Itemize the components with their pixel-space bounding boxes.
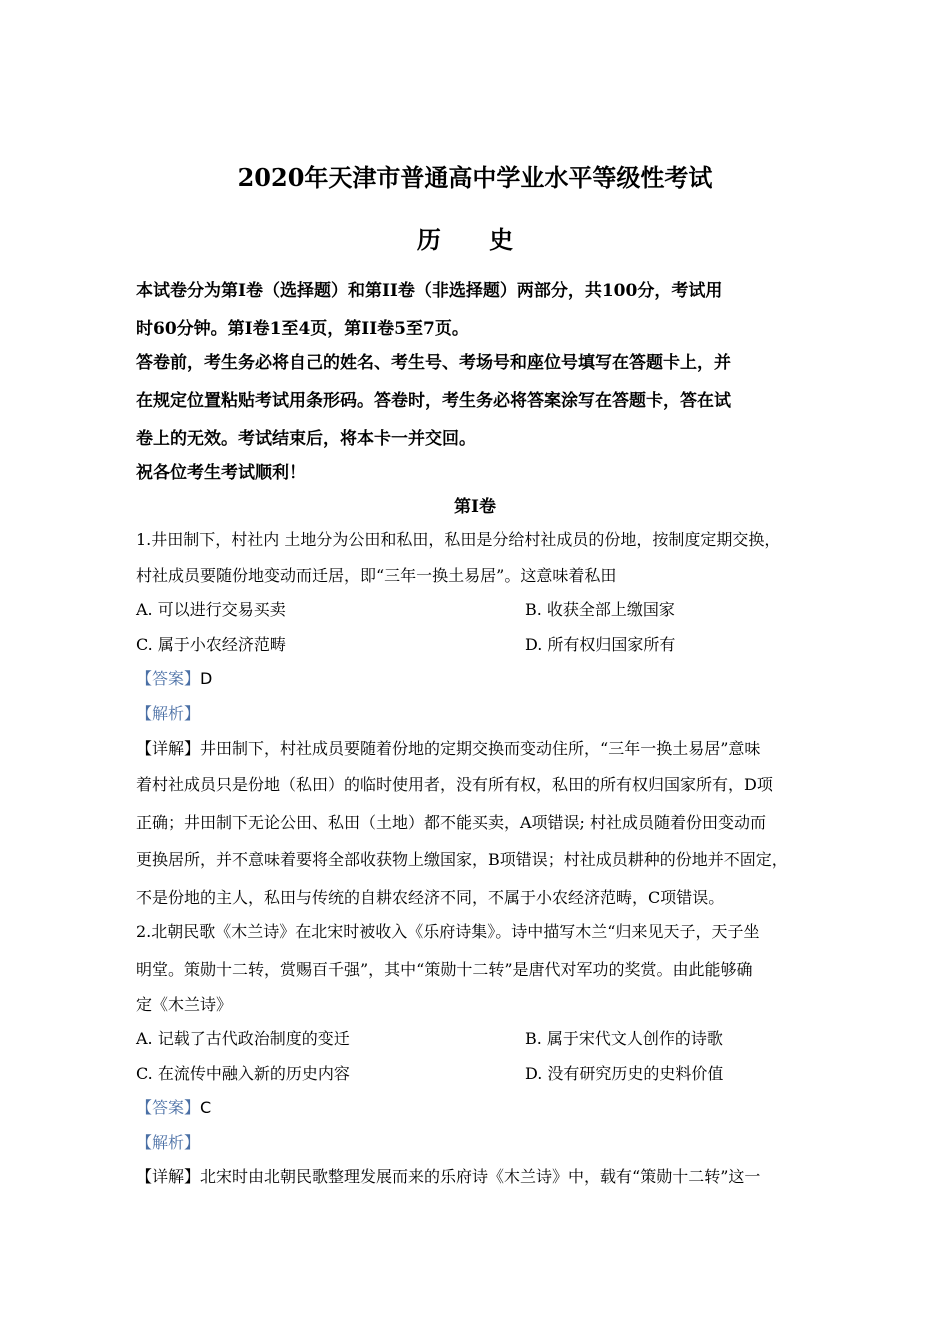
q1-option-c: C. 属于小农经济范畴 bbox=[136, 635, 286, 654]
q1-detail-line-2: 着村社成员只是份地（私田）的临时使用者，没有所有权，私田的所有权归国家所有，D项 bbox=[136, 775, 773, 794]
q1-analysis-lbracket: 【 bbox=[136, 704, 153, 723]
q2-answer-label: 答案 bbox=[152, 1098, 185, 1117]
q2-detail-lbracket: 【 bbox=[136, 1167, 153, 1186]
q1-detail-line-4: 更换居所，并不意味着要将全部收获物上缴国家，B项错误；村社成员耕种的份地并不固定， bbox=[136, 850, 788, 869]
q1-analysis-rbracket: 】 bbox=[184, 704, 201, 723]
q1-answer-lbracket: 【 bbox=[136, 669, 153, 688]
q1-answer-label: 答案 bbox=[152, 669, 185, 688]
q1-detail-line-1 bbox=[136, 736, 760, 759]
q1-analysis-label: 解析 bbox=[152, 704, 185, 723]
intro-line-2: 时60分钟。第Ⅰ卷1至4页，第II卷5至7页。 bbox=[136, 319, 469, 339]
q2-option-b: B. 属于宋代文人创作的诗歌 bbox=[525, 1029, 723, 1048]
intro-line-5: 卷上的无效。考试结束后，将本卡一并交回。 bbox=[136, 429, 476, 449]
q2-option-d: D. 没有研究历史的史料价值 bbox=[525, 1064, 724, 1083]
q1-detail-text-1: 井田制下，村社成员要随着份地的定期交换而变动住所，“三年一换土易居”意味 bbox=[200, 739, 761, 758]
q1-option-b: B. 收获全部上缴国家 bbox=[525, 600, 675, 619]
q1-answer-value: D bbox=[200, 669, 213, 688]
q2-analysis-rbracket: 】 bbox=[184, 1133, 201, 1152]
intro-line-1: 本试卷分为第Ⅰ卷（选择题）和第II卷（非选择题）两部分，共100分，考试用 bbox=[136, 281, 723, 301]
q1-option-d: D. 所有权归国家所有 bbox=[525, 635, 676, 654]
q2-analysis-lbracket: 【 bbox=[136, 1133, 153, 1152]
q2-detail-rbracket: 】 bbox=[184, 1167, 201, 1186]
q1-detail-line-3: 正确；井田制下无论公田、私田（土地）都不能买卖，A项错误; 村社成员随着份田变动而 bbox=[136, 813, 767, 832]
q2-detail-text-1: 北宋时由北朝民歌整理发展而来的乐府诗《木兰诗》中，载有“策勋十二转”这一 bbox=[200, 1167, 761, 1186]
q2-answer-row bbox=[136, 1095, 211, 1118]
q2-option-a: A. 记载了古代政治制度的变迁 bbox=[136, 1029, 350, 1048]
q1-option-a: A. 可以进行交易买卖 bbox=[136, 600, 286, 619]
q1-detail-line-5: 不是份地的主人，私田与传统的自耕农经济不同，不属于小农经济范畴，C项错误。 bbox=[136, 888, 725, 907]
q2-answer-rbracket: 】 bbox=[184, 1098, 201, 1117]
q2-stem-line-2: 明堂。策勋十二转，赏赐百千强”，其中“策勋十二转”是唐代对军功的奖赏。由此能够确 bbox=[136, 960, 753, 979]
intro-line-4: 在规定位置粘贴考试用条形码。答卷时，考生务必将答案涂写在答题卡，答在试 bbox=[136, 391, 731, 411]
q1-stem-line-2: 村社成员要随份地变动而迁居，即“三年一换土易居”。这意味着私田 bbox=[136, 566, 617, 585]
q1-detail-lbracket: 【 bbox=[136, 739, 153, 758]
q1-stem-line-1: 1.井田制下，村社内 土地分为公田和私田，私田是分给村社成员的份地，按制度定期交换， bbox=[136, 530, 781, 549]
q2-analysis-label: 解析 bbox=[152, 1133, 185, 1152]
q1-analysis-row bbox=[136, 701, 200, 724]
intro-line-3: 答卷前，考生务必将自己的姓名、考生号、考场号和座位号填写在答题卡上，并 bbox=[136, 353, 731, 373]
section-heading: 第Ⅰ卷 bbox=[454, 497, 496, 517]
exam-title: 2020年天津市普通高中学业水平等级性考试 bbox=[237, 163, 713, 192]
q1-detail-label: 详解 bbox=[152, 739, 185, 758]
q2-analysis-row bbox=[136, 1130, 200, 1153]
subject-title: 历 史 bbox=[416, 225, 534, 254]
q2-answer-lbracket: 【 bbox=[136, 1098, 153, 1117]
q1-detail-rbracket: 】 bbox=[184, 739, 201, 758]
q1-answer-rbracket: 】 bbox=[184, 669, 201, 688]
q1-answer-row bbox=[136, 666, 212, 689]
q2-detail-label: 详解 bbox=[152, 1167, 185, 1186]
q2-option-c: C. 在流传中融入新的历史内容 bbox=[136, 1064, 350, 1083]
q2-detail-line-1 bbox=[136, 1164, 760, 1187]
q2-stem-line-3: 定《木兰诗》 bbox=[136, 995, 233, 1014]
q2-stem-line-1: 2.北朝民歌《木兰诗》在北宋时被收入《乐府诗集》。诗中描写木兰“归来见天子，天子坐 bbox=[136, 922, 760, 941]
intro-line-6: 祝各位考生考试顺利！ bbox=[136, 463, 306, 483]
q2-answer-value: C bbox=[200, 1098, 212, 1117]
